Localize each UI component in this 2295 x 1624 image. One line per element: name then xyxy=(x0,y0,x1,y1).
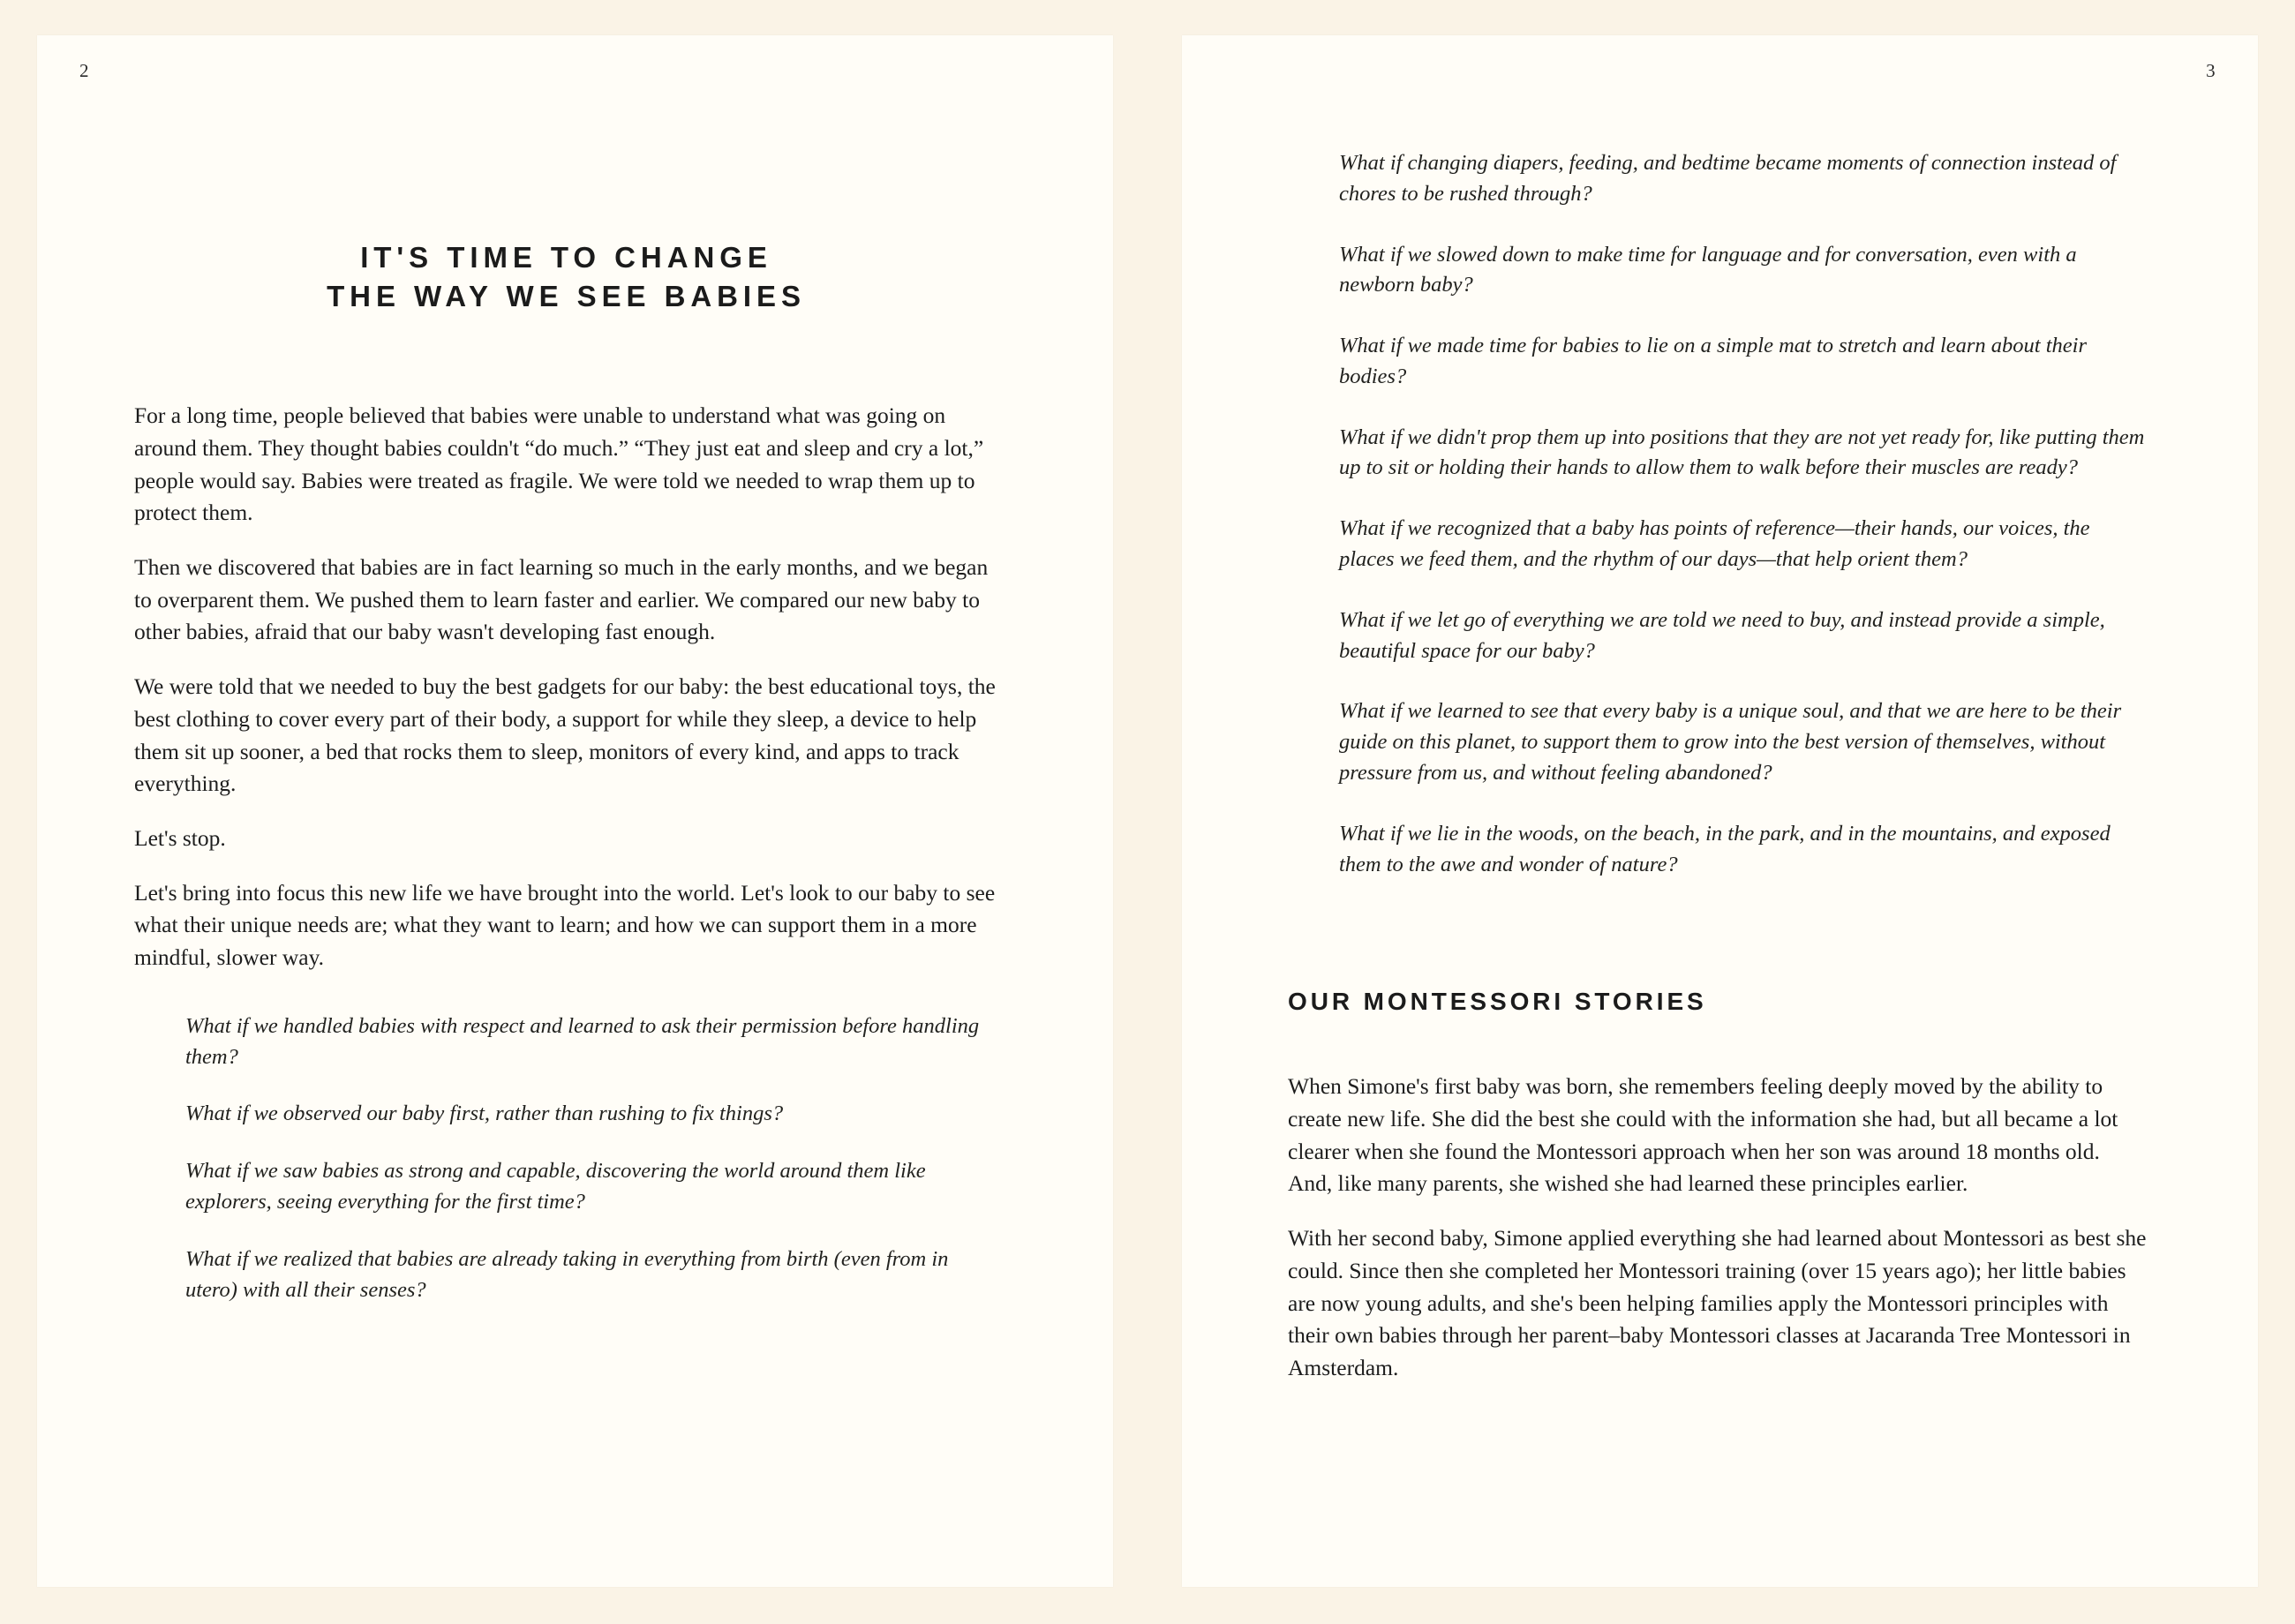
question-item: What if we realized that babies are already taking in everything from birth (even from in utero) with all their senses? xyxy=(185,1246,949,1302)
chapter-title-line-2: THE WAY WE SEE BABIES xyxy=(327,279,806,312)
paragraph: Let's bring into focus this new life we have brought into the world. Let's look to our baby to see what their unique needs are; what they want to learn; and how we can support them in a more mindful, slower way. xyxy=(134,879,996,971)
chapter-title xyxy=(134,238,998,315)
left-page-content xyxy=(37,35,1113,1305)
question-item: What if we let go of everything we are told we need to buy, and instead provide a simple, beautiful space for our baby? xyxy=(1339,607,2105,663)
paragraph: When Simone's first baby was born, she remembers feeling deeply moved by the ability to create new life. She did the best she could with the information she had, but all became a lot clearer when she found the Montessori approach when her son was around 18 months old. And, like many parents, she wished she had learned these principles earlier. xyxy=(1288,1073,2118,1197)
question-item: What if we didn't prop them up into positions that they are not yet ready for, like putting them up to sit or holding their hands to allow them to walk before their muscles are ready? xyxy=(1339,425,2145,480)
chapter-title-line-1: IT'S TIME TO CHANGE xyxy=(360,241,772,274)
paragraph: For a long time, people believed that babies were unable to understand what was going on around them. They thought babies couldn't “do much.” “They just eat and sleep and cry a lot,” people would say. Babies were treated as fragile. We were told we needed to wrap them up to protect them. xyxy=(134,402,984,526)
left-body-text xyxy=(134,400,998,974)
question-item: What if we saw babies as strong and capable, discovering the world around them like explorers, seeing everything for the first time? xyxy=(185,1159,926,1214)
page-number-left: 2 xyxy=(79,60,89,81)
paragraph: Let's stop. xyxy=(134,825,226,851)
left-question-list xyxy=(134,1011,998,1305)
question-item: What if we learned to see that every baby is a unique soul, and that we are here to be their guide on this planet, to support them to grow into the best version of themselves, without pressure from us, and without feeling abandoned? xyxy=(1339,699,2122,785)
question-item: What if we made time for babies to lie on a simple mat to stretch and learn about their bodies? xyxy=(1339,334,2087,388)
right-page xyxy=(1182,35,2258,1587)
page-number-right: 3 xyxy=(2206,60,2216,81)
paragraph: With her second baby, Simone applied everything she had learned about Montessori as best she could. Since then she completed her Montessori training (over 15 years ago); her little babies are now young adults, and she's been helping families apply the Montessori principles with their own babies through her parent–baby Montessori classes at Jacaranda Tree Montessori in Amsterdam. xyxy=(1288,1225,2147,1381)
stories-body-text xyxy=(1288,1071,2147,1384)
question-item: What if we slowed down to make time for language and for conversation, even with a newborn baby? xyxy=(1339,242,2077,297)
section-title: OUR MONTESSORI STORIES xyxy=(1288,988,1707,1016)
right-question-list xyxy=(1288,148,2147,880)
paragraph: Then we discovered that babies are in fact learning so much in the early months, and we began to overparent them. We pushed them to learn faster and earlier. We compared our new baby to other babies, afraid that our baby wasn't developing fast enough. xyxy=(134,553,989,645)
question-item: What if we recognized that a baby has points of reference—their hands, our voices, the places we feed them, and the rhythm of our days—that help orient them? xyxy=(1339,516,2090,572)
question-item: What if changing diapers, feeding, and bedtime became moments of connection instead of chores to be rushed through? xyxy=(1339,151,2117,206)
question-item: What if we lie in the woods, on the beach, in the park, and in the mountains, and exposed them to the awe and wonder of nature? xyxy=(1339,821,2111,876)
question-item: What if we handled babies with respect and learned to ask their permission before handling them? xyxy=(185,1013,980,1069)
right-page-content xyxy=(1182,35,2258,1385)
question-item: What if we observed our baby first, rather than rushing to fix things? xyxy=(185,1101,784,1126)
paragraph: We were told that we needed to buy the best gadgets for our baby: the best educational toys, the best clothing to cover every part of their body, a support for while they sleep, a device to help them sit up sooner, a bed that rocks them to sleep, monitors of every kind, and apps to track everything. xyxy=(134,673,996,797)
left-page xyxy=(37,35,1113,1587)
